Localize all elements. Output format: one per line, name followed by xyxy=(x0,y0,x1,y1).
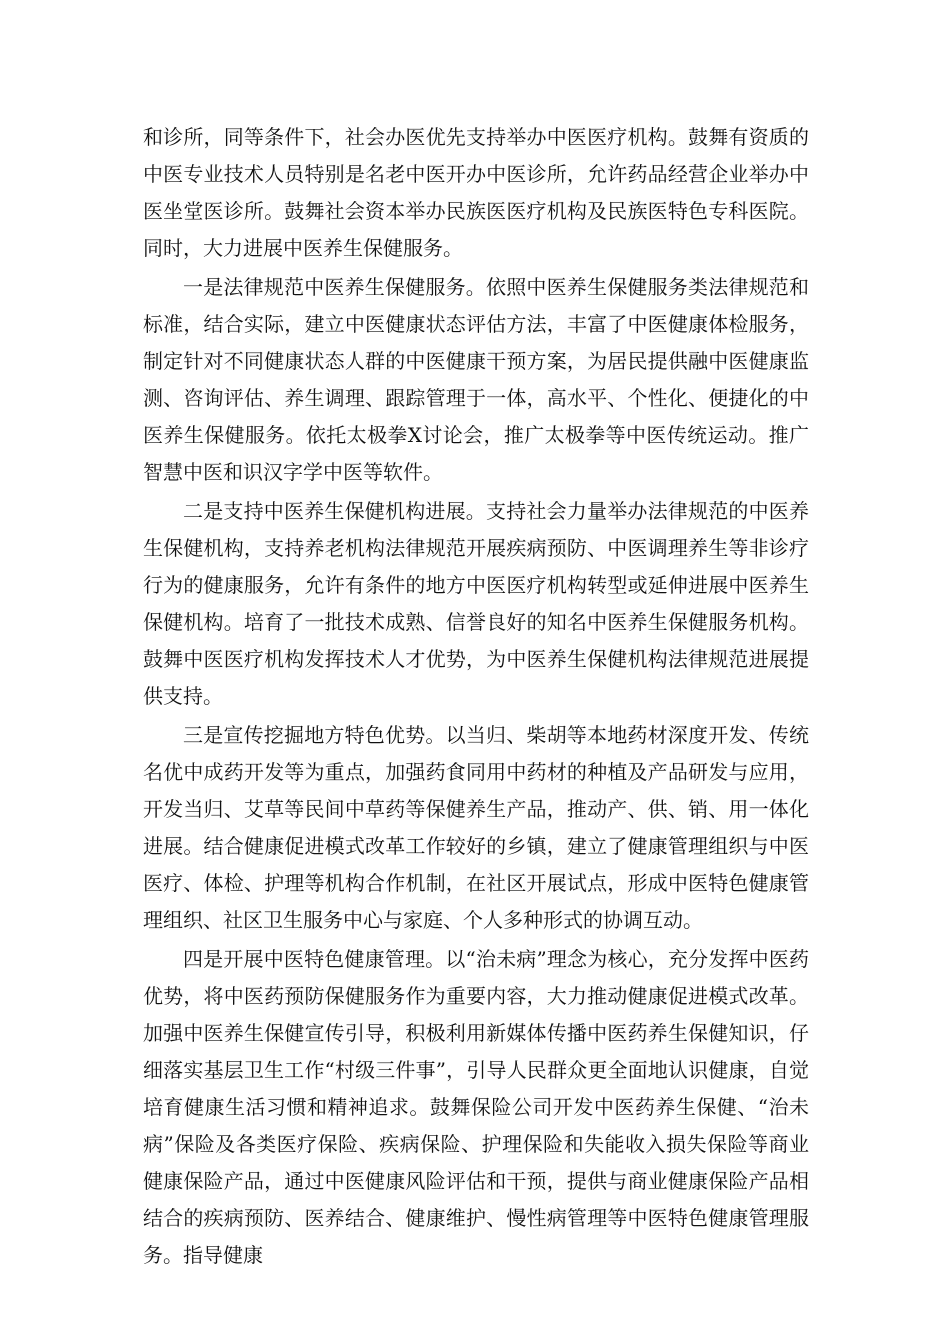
paragraph-institutions: 二是支持中医养生保健机构进展。支持社会力量举办法律规范的中医养生保健机构，支持养老机构法律规范开展疾病预防、中医调理养生等非诊疗行为的健康服务，允许有条件的地方中医医疗机构转型或延伸进展中医养生保健机构。培育了一批技术成熟、信誉良好的知名中医养生保健服务机构。鼓舞中医医疗机构发挥技术人才优势，为中医养生保健机构法律规范进展提供支持。 xyxy=(143,499,809,708)
paragraph-health-services: 一是法律规范中医养生保健服务。依照中医养生保健服务类法律规范和标准，结合实际，建立中医健康状态评估方法，丰富了中医健康体检服务，制定针对不同健康状态人群的中医健康干预方案，为居民提供融中医健康监测、咨询评估、养生调理、跟踪管理于一体，高水平、个性化、便捷化的中医养生保健服务。依托太极拳X讨论会，推广太极拳等中医传统运动。推广智慧中医和识汉字学中医等软件。 xyxy=(143,275,809,484)
paragraph-continuation: 和诊所，同等条件下，社会办医优先支持举办中医医疗机构。鼓舞有资质的中医专业技术人员特别是名老中医开办中医诊所，允许药品经营企业举办中医坐堂医诊所。鼓舞社会资本举办民族医医疗机构及民族医特色专科医院。同时，大力进展中医养生保健服务。 xyxy=(143,125,809,260)
paragraph-health-management: 四是开展中医特色健康管理。以“治未病”理念为核心，充分发挥中医药优势，将中医药预防保健服务作为重要内容，大力推动健康促进模式改革。加强中医养生保健宣传引导，积极利用新媒体传播中医药养生保健知识，仔细落实基层卫生工作“村级三件事”，引导人民群众更全面地认识健康，自觉培育健康生活习惯和精神追求。鼓舞保险公司开发中医药养生保健、“治未病”保险及各类医疗保险、疾病保险、护理保险和失能收入损失保险等商业健康保险产品，通过中医健康风险评估和干预，提供与商业健康保险产品相结合的疾病预防、医养结合、健康维护、慢性病管理等中医特色健康管理服务。指导健康 xyxy=(143,947,809,1267)
document-body xyxy=(143,119,809,1276)
paragraph-local-advantages: 三是宣传挖掘地方特色优势。以当归、柴胡等本地药材深度开发、传统名优中成药开发等为重点，加强药食同用中药材的种植及产品研发与应用，开发当归、艾草等民间中草药等保健养生产品，推动产、供、销、用一体化进展。结合健康促进模式改革工作较好的乡镇，建立了健康管理组织与中医医疗、体检、护理等机构合作机制，在社区开展试点，形成中医特色健康管理组织、社区卫生服务中心与家庭、个人多种形式的协调互动。 xyxy=(143,723,809,932)
